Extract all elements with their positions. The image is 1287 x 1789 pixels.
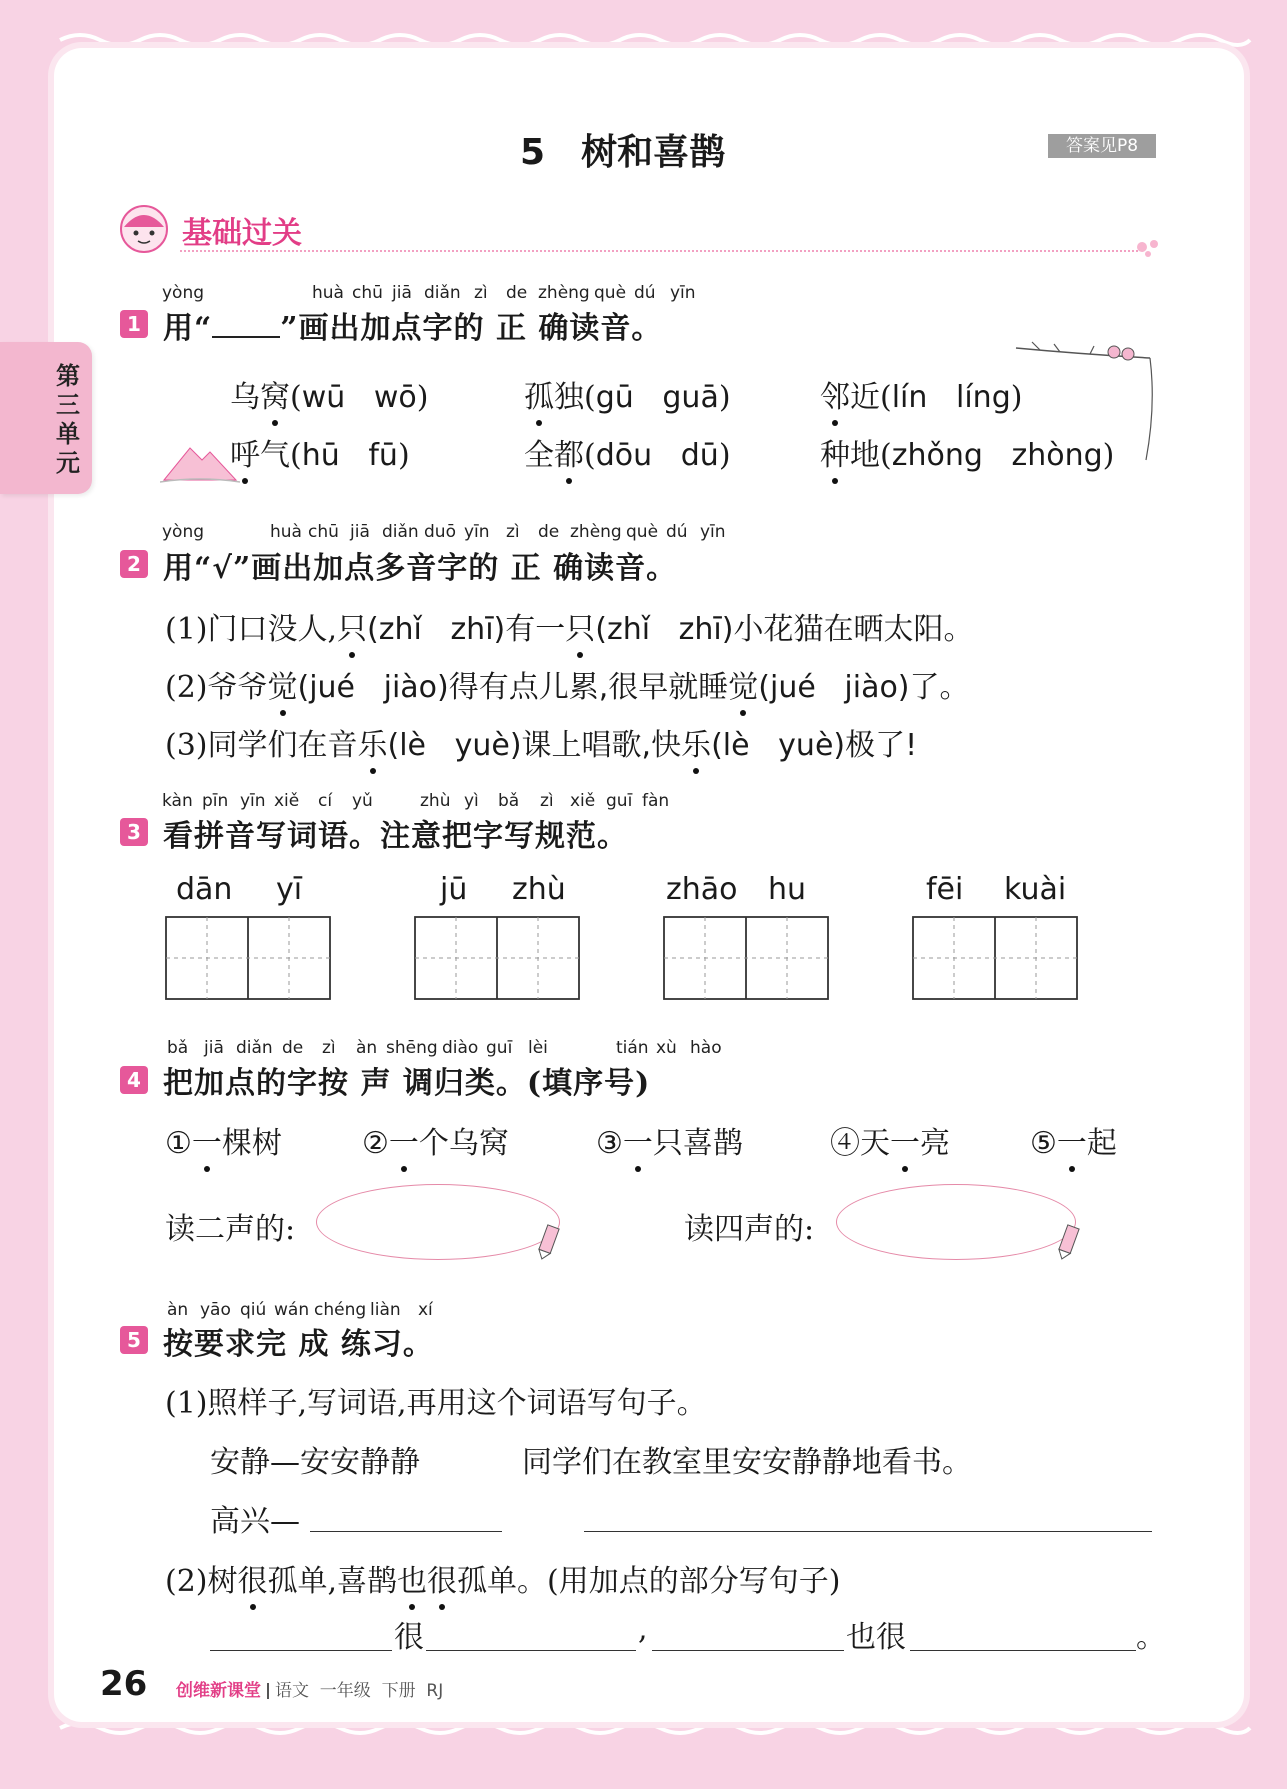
q2-options[interactable]: (zhǐ zhī)有一: [367, 612, 566, 647]
q4-item-number: ②: [362, 1126, 389, 1161]
q1-char: 近: [850, 380, 880, 415]
q1-pinyin: yīn: [670, 283, 696, 303]
q5-pinyin: àn: [167, 1300, 189, 1320]
q4-item-number: ①: [165, 1126, 192, 1161]
q4-item-text: 个乌窝: [418, 1126, 509, 1161]
q2-pinyin: zì: [506, 522, 520, 542]
q3-pinyin: cí: [318, 791, 333, 811]
q1-pinyin: jiā: [392, 283, 412, 303]
q1-option-b[interactable]: zhòng: [1011, 438, 1103, 473]
unit-label: 第三单元: [56, 362, 80, 477]
q2-sentence-3[interactable]: [165, 720, 917, 764]
q1-char: 独: [554, 380, 584, 415]
q1-item-4[interactable]: 呼气(hū fū): [230, 430, 410, 474]
q3-word-2-pinyin-b: zhù: [512, 872, 566, 907]
q3-pinyin: yǔ: [352, 791, 373, 811]
q2-text: (2)爷爷: [165, 670, 268, 705]
footer-brand: 创维新课堂: [176, 1681, 261, 1701]
page-number: 26: [100, 1664, 148, 1704]
q4-pinyin: lèi: [528, 1038, 548, 1058]
q1-pinyin: dú: [634, 283, 656, 303]
q3-writing-grid-1[interactable]: [165, 916, 331, 1000]
q5-part1-instruction: (1)照样子,写词语,再用这个词语写句子。: [165, 1386, 707, 1421]
q2-pinyin: què: [626, 522, 659, 542]
q3-pinyin: xiě: [570, 791, 596, 811]
unit-side-tab: [0, 342, 92, 494]
q4-pinyin: àn: [356, 1038, 378, 1058]
q5-fill-end: 。: [1136, 1620, 1166, 1655]
girl-mascot-icon: [116, 203, 172, 255]
q1-item-3[interactable]: 邻近(lín líng): [820, 372, 1022, 416]
q4-dotted-char: 一: [890, 1118, 920, 1162]
q1-dotted-char: 窝: [260, 372, 290, 416]
q2-pinyin: huà: [270, 522, 302, 542]
answer-reference-text: 答案见P8: [1065, 136, 1139, 156]
q4-dotted-char: 一: [192, 1118, 222, 1162]
q4-item-1: [165, 1118, 282, 1162]
q1-pinyin: huà: [312, 283, 344, 303]
q2-number-badge: 2: [120, 550, 148, 578]
q2-dotted-char: 乐: [358, 720, 388, 764]
footer-info: [176, 1676, 443, 1701]
q1-option-a[interactable]: zhǒng: [891, 438, 983, 473]
q4-pinyin: de: [282, 1038, 304, 1058]
q5-task-word: 高兴—: [210, 1504, 300, 1539]
q2-dotted-char: 觉: [268, 662, 298, 706]
q4-item-text: 起: [1086, 1126, 1117, 1161]
q2-instruction: 用“√”画出加点多音字的 正 确读音。: [163, 551, 678, 586]
section-title: 基础过关: [182, 216, 302, 251]
q4-item-2: [362, 1118, 509, 1162]
q3-pinyin: zì: [540, 791, 554, 811]
q1-pinyin: zì: [474, 283, 488, 303]
pencil-icon: [1052, 1222, 1084, 1262]
q4-pinyin: diǎn: [236, 1038, 273, 1058]
q2-dotted-char: 只: [565, 604, 595, 648]
q2-options[interactable]: (lè yuè)课上唱歌,快: [387, 728, 682, 763]
q3-pinyin: yì: [464, 791, 479, 811]
q4-answer-oval-fourth-tone[interactable]: [836, 1184, 1076, 1260]
q1-option-a[interactable]: dōu: [595, 438, 653, 473]
q1-char: 乌: [230, 380, 260, 415]
q1-item-5[interactable]: 全都(dōu dū): [524, 430, 731, 474]
q4-dotted-char: 一: [623, 1118, 653, 1162]
answer-reference-badge[interactable]: [1048, 134, 1156, 158]
q5-pinyin: liàn: [370, 1300, 401, 1320]
q5-fill-yehen: 也很: [846, 1620, 906, 1655]
q4-pinyin: tián: [616, 1038, 649, 1058]
q3-pinyin: zhù: [420, 791, 451, 811]
q4-dotted-char: 一: [1057, 1118, 1087, 1162]
q2-pinyin: duō: [424, 522, 456, 542]
q2-pinyin: de: [538, 522, 560, 542]
q2-pinyin: jiā: [350, 522, 370, 542]
q3-pinyin: yīn: [240, 791, 266, 811]
q5-text: 孤单,喜鹊: [267, 1564, 398, 1599]
q1-char: 气: [260, 438, 290, 473]
q5-fill-line-1[interactable]: [210, 1650, 392, 1651]
q3-word-1-pinyin-b: yī: [276, 872, 303, 907]
q5-sentence-answer-line[interactable]: [584, 1531, 1152, 1532]
q4-pinyin: hào: [690, 1038, 722, 1058]
q5-word-answer-line[interactable]: [310, 1531, 502, 1532]
q1-item-1[interactable]: 乌窝(wū wō): [230, 372, 429, 416]
q1-char: 地: [850, 438, 880, 473]
q4-label-second-tone: 读二声的:: [165, 1212, 296, 1247]
section-dotted-divider: [180, 250, 1138, 252]
q5-example-word: 安静—安安静静: [210, 1445, 420, 1480]
q5-fill-line-2[interactable]: [426, 1650, 636, 1651]
q3-pinyin: guī: [606, 791, 633, 811]
q2-text: (1)门口没人,: [165, 612, 338, 647]
q1-dotted-char: 呼: [230, 430, 260, 474]
q1-pinyin: què: [594, 283, 627, 303]
q2-pinyin: yīn: [700, 522, 726, 542]
q3-word-4-pinyin-a: fēi: [926, 872, 964, 907]
q1-option-a[interactable]: lín: [891, 380, 928, 415]
q5-pinyin: xí: [418, 1300, 433, 1320]
q2-sentence-1[interactable]: [165, 604, 973, 648]
q1-number-badge: 1: [120, 310, 148, 338]
q3-pinyin: fàn: [642, 791, 670, 811]
q3-word-1-pinyin-a: dān: [176, 872, 233, 907]
q5-text: (2)树: [165, 1564, 238, 1599]
q1-option-b[interactable]: guā: [662, 380, 719, 415]
q1-pinyin: zhèng: [538, 283, 590, 303]
q1-option-a[interactable]: hū: [301, 438, 340, 473]
lesson-number: 5: [520, 132, 546, 173]
lesson-title: [520, 124, 725, 175]
q1-dotted-char: 邻: [820, 372, 850, 416]
q1-option-b[interactable]: dū: [680, 438, 719, 473]
q3-writing-grid-3[interactable]: [663, 916, 829, 1000]
q1-instruction-start: 用“: [163, 311, 213, 346]
q2-pinyin: zhèng: [570, 522, 622, 542]
q2-options[interactable]: (jué jiào)得有点儿累,很早就睡: [297, 670, 729, 705]
q2-options-tail[interactable]: (lè yuè)极了!: [711, 728, 918, 763]
q1-option-a[interactable]: wū: [301, 380, 346, 415]
q4-item-text: 只喜鹊: [652, 1126, 743, 1161]
q5-text: 孤单。(用加点的部分写句子): [457, 1564, 841, 1599]
q4-item-number: ⑤: [1030, 1126, 1057, 1161]
q4-answer-oval-second-tone[interactable]: [316, 1184, 560, 1260]
q3-pinyin: pīn: [202, 791, 229, 811]
section-end-dots-icon: [1134, 236, 1164, 258]
q4-number-badge: 4: [120, 1066, 148, 1094]
q2-pinyin: yòng: [162, 522, 205, 542]
q1-underline-sample: [212, 312, 280, 338]
footer-separator: [267, 1683, 269, 1699]
q3-pinyin: kàn: [162, 791, 193, 811]
q4-item-number: ④: [830, 1126, 860, 1161]
lesson-name: 树和喜鹊: [581, 132, 726, 173]
q4-pinyin: diào: [442, 1038, 479, 1058]
q5-dotted-char: 也: [397, 1556, 427, 1600]
footer-book-info: 语文 一年级 下册 RJ: [275, 1681, 444, 1701]
q1-char: 全: [524, 438, 554, 473]
q3-writing-grid-2[interactable]: [414, 916, 580, 1000]
q1-dotted-char: 种: [820, 430, 850, 474]
q3-word-3-pinyin-a: zhāo: [666, 872, 738, 907]
q2-dotted-char: 乐: [681, 720, 711, 764]
q3-number-badge: 3: [120, 818, 148, 846]
q5-fill-hen: 很: [394, 1620, 424, 1655]
q2-dotted-char: 只: [337, 604, 367, 648]
q4-item-5: [1030, 1118, 1117, 1162]
q4-pinyin: zì: [322, 1038, 336, 1058]
q5-pinyin: qiú: [240, 1300, 267, 1320]
q5-number-badge: 5: [120, 1326, 148, 1354]
q5-dotted-char: 很: [427, 1556, 457, 1600]
q2-dotted-char: 觉: [728, 662, 758, 706]
q5-part2-instruction: [165, 1556, 840, 1600]
q4-item-number: ③: [596, 1126, 623, 1161]
q3-pinyin: xiě: [274, 791, 300, 811]
q3-word-2-pinyin-a: jū: [440, 872, 468, 907]
q4-item-text: 天: [860, 1126, 890, 1161]
q5-fill-comma: ,: [638, 1612, 648, 1647]
q4-label-fourth-tone: 读四声的:: [684, 1212, 815, 1247]
q4-item-3: [596, 1118, 743, 1162]
q4-pinyin: shēng: [386, 1038, 438, 1058]
q1-dotted-char: 都: [554, 430, 584, 474]
q1-instruction-end: ”画出加点字的 正 确读音。: [280, 311, 663, 346]
q5-fill-line-3[interactable]: [652, 1650, 844, 1651]
q5-instruction: 按要求完 成 练习。: [163, 1327, 434, 1362]
q4-item-4: [830, 1118, 950, 1162]
q2-options-tail[interactable]: (jué jiào)了。: [758, 670, 970, 705]
q5-pinyin: chéng: [314, 1300, 367, 1320]
q4-dotted-char: 一: [389, 1118, 419, 1162]
q4-item-text: 棵树: [221, 1126, 282, 1161]
q1-option-a[interactable]: gū: [595, 380, 634, 415]
q4-pinyin: jiā: [204, 1038, 224, 1058]
q1-option-b[interactable]: fū: [368, 438, 398, 473]
q1-pinyin: de: [506, 283, 528, 303]
q1-item-6[interactable]: 种地(zhǒng zhòng): [820, 430, 1114, 474]
q5-fill-line-4[interactable]: [910, 1650, 1136, 1651]
q3-word-3-pinyin-b: hu: [768, 872, 807, 907]
q2-sentence-2[interactable]: [165, 662, 970, 706]
q2-pinyin: yīn: [464, 522, 490, 542]
q1-option-b[interactable]: wō: [373, 380, 417, 415]
q2-text: (3)同学们在音: [165, 728, 358, 763]
q2-pinyin: diǎn: [382, 522, 419, 542]
q3-pinyin: bǎ: [498, 791, 520, 811]
q5-pinyin: yāo: [200, 1300, 231, 1320]
q1-pinyin: diǎn: [424, 283, 461, 303]
q4-pinyin: bǎ: [167, 1038, 189, 1058]
q3-word-4-pinyin-b: kuài: [1004, 872, 1067, 907]
q2-options-tail[interactable]: (zhǐ zhī)小花猫在晒太阳。: [595, 612, 974, 647]
q1-pinyin: chū: [352, 283, 383, 303]
q4-pinyin: xù: [656, 1038, 677, 1058]
q5-pinyin: wán: [274, 1300, 310, 1320]
branch-with-birds-icon: [1010, 336, 1160, 466]
mountain-icon: [160, 440, 240, 484]
q5-example-sentence: 同学们在教室里安安静静地看书。: [522, 1445, 972, 1480]
q1-option-b[interactable]: líng: [956, 380, 1011, 415]
pencil-icon: [532, 1222, 564, 1262]
q4-item-text: 亮: [920, 1126, 950, 1161]
q2-pinyin: dú: [666, 522, 688, 542]
q3-instruction: 看拼音写词语。注意把字写规范。: [163, 819, 628, 854]
q1-dotted-char: 孤: [524, 372, 554, 416]
q3-writing-grid-4[interactable]: [912, 916, 1078, 1000]
q4-instruction: 把加点的字按 声 调归类。(填序号): [163, 1066, 651, 1101]
q2-pinyin: chū: [308, 522, 339, 542]
q1-pinyin: yòng: [162, 283, 205, 303]
q4-pinyin: guī: [486, 1038, 513, 1058]
q1-item-2[interactable]: 孤独(gū guā): [524, 372, 731, 416]
q5-dotted-char: 很: [238, 1556, 268, 1600]
q1-instruction: [163, 303, 662, 347]
